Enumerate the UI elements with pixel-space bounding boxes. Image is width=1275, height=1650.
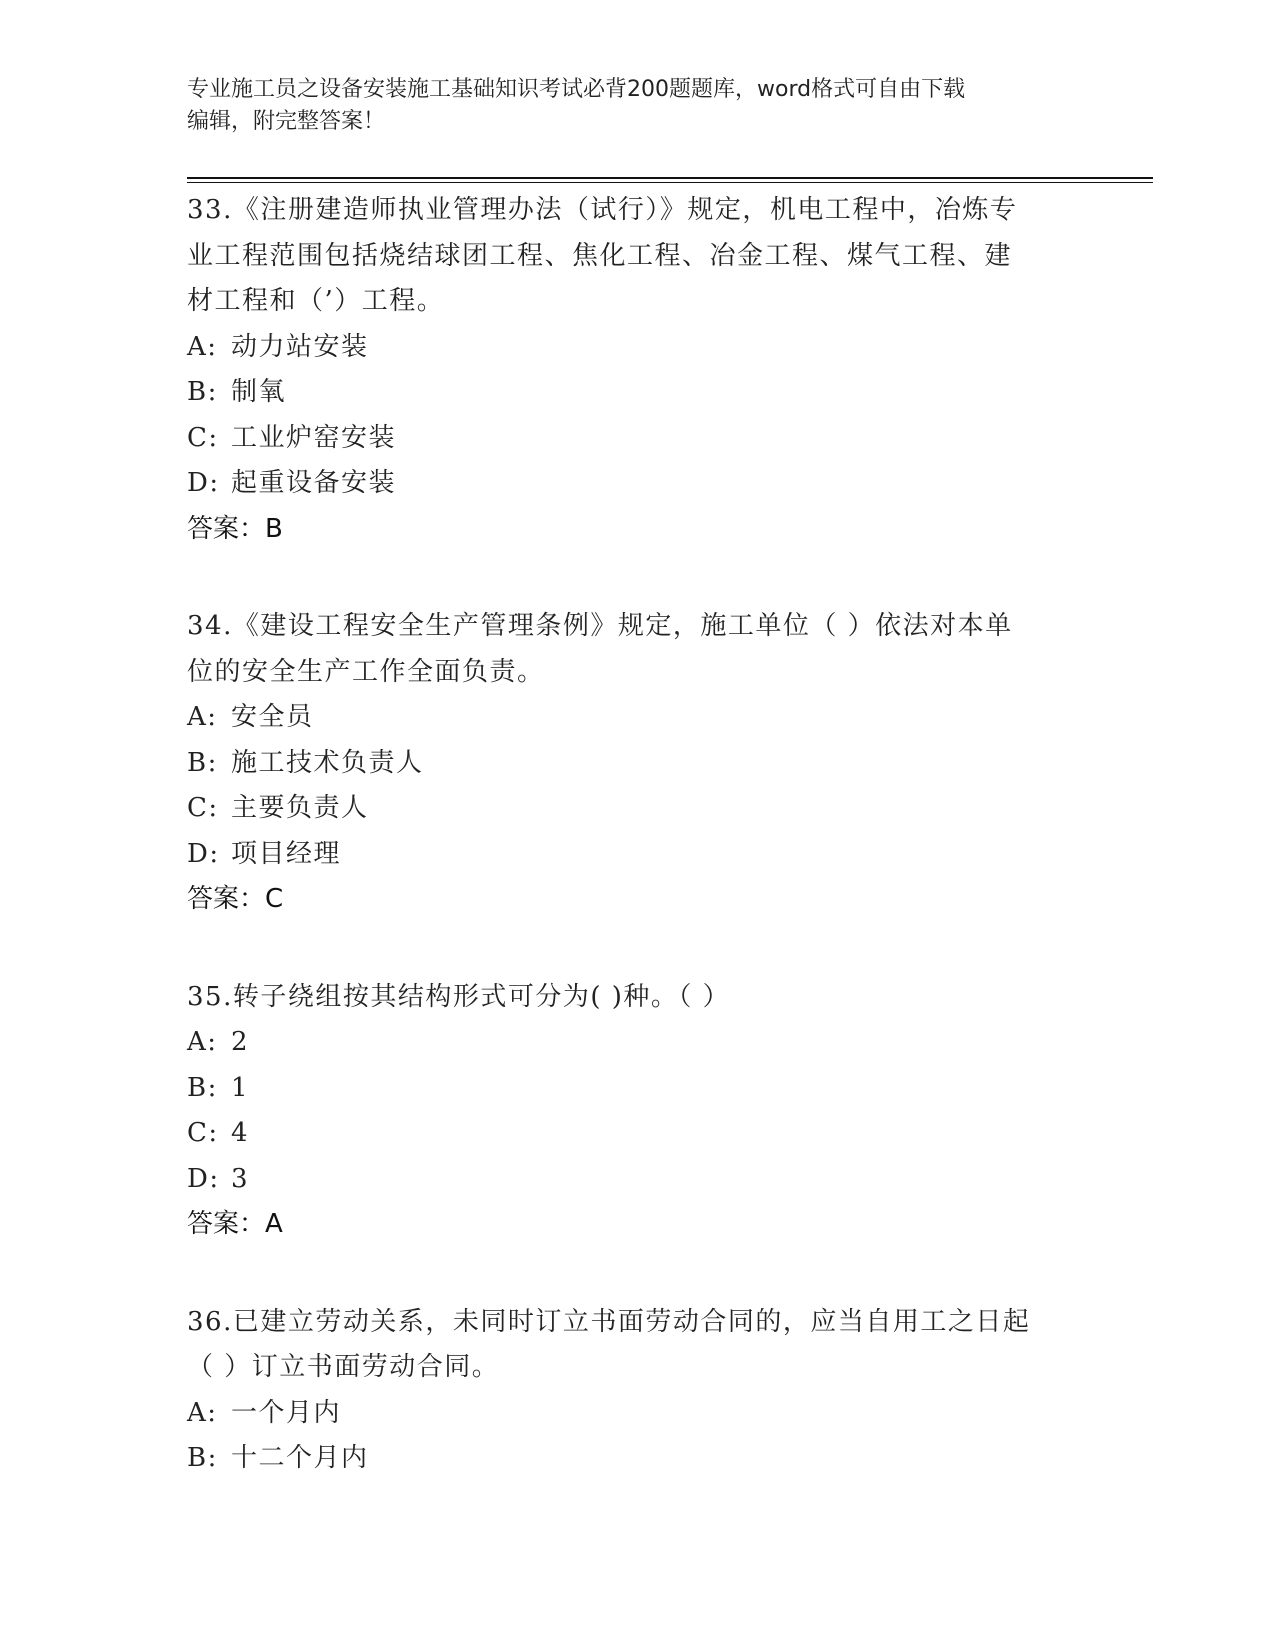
option-label: B: [187,377,218,407]
question-text-line: 35.转子绕组按其结构形式可分为( )种。（ ） [187,981,731,1012]
option-label: A: [187,702,218,732]
option-a [187,325,1087,371]
option-text: 4 [231,1118,250,1148]
option-b [187,1066,1087,1112]
option-d [187,1157,1087,1203]
option-c [187,416,1087,462]
option-a [187,695,1087,741]
option-label: D: [187,838,220,869]
option-label: C: [187,422,219,453]
option-b [187,741,1087,787]
option-d [187,461,1087,507]
option-d [187,832,1087,878]
option-text: 3 [231,1163,250,1194]
option-text: 1 [231,1072,250,1103]
option-a [187,1020,1087,1066]
question-33 [187,188,1087,552]
header-line-1: 专业施工员之设备安装施工基础知识考试必背200题题库，word格式可自由下载 [187,77,966,102]
option-text: 十二个月内 [231,1443,369,1473]
option-text: 安全员 [231,702,314,732]
question-35 [187,975,1087,1248]
answer-text: 答案：B [187,513,283,544]
option-c [187,786,1087,832]
question-text-line: 材工程和（’）工程。 [187,286,445,316]
option-text: 项目经理 [231,838,342,869]
document-header [187,74,1087,138]
question-text-line: （ ）订立书面劳动合同。 [187,1352,500,1382]
option-label: B: [187,747,218,778]
option-b [187,1436,1087,1482]
option-label: B: [187,1072,218,1103]
question-text-line: 34.《建设工程安全生产管理条例》规定，施工单位（ ）依法对本单 [187,611,1013,641]
option-text: 施工技术负责人 [231,747,424,778]
option-label: A: [187,1397,218,1428]
option-a [187,1391,1087,1437]
question-text-line: 业工程范围包括烧结球团工程、焦化工程、冶金工程、煤气工程、建 [187,240,1013,271]
question-34 [187,604,1087,923]
option-text: 制氧 [231,377,287,407]
question-text-line: 位的安全生产工作全面负责。 [187,656,545,687]
question-text-line: 36.已建立劳动关系，未同时订立书面劳动合同的，应当自用工之日起 [187,1306,1031,1337]
answer-text: 答案：A [187,1209,283,1239]
option-c [187,1111,1087,1157]
option-label: C: [187,793,219,823]
option-text: 工业炉窑安装 [231,422,397,453]
option-text: 主要负责人 [231,793,369,823]
question-list [187,188,1087,1534]
header-rule-thick [187,177,1153,179]
option-label: A: [187,1027,218,1057]
header-line-2: 编辑，附完整答案！ [187,109,386,134]
option-label: C: [187,1118,219,1148]
header-rule-thin [187,182,1153,183]
option-text: 2 [231,1027,250,1057]
option-label: A: [187,331,218,362]
option-label: D: [187,468,220,498]
option-label: B: [187,1443,218,1473]
option-text: 一个月内 [231,1397,342,1428]
question-36 [187,1300,1087,1482]
option-b [187,370,1087,416]
option-text: 起重设备安装 [231,468,397,498]
option-label: D: [187,1163,220,1194]
answer-text: 答案：C [187,884,284,914]
option-text: 动力站安装 [231,331,369,362]
question-text-line: 33.《注册建造师执业管理办法（试行）》规定，机电工程中，冶炼专 [187,195,1018,225]
